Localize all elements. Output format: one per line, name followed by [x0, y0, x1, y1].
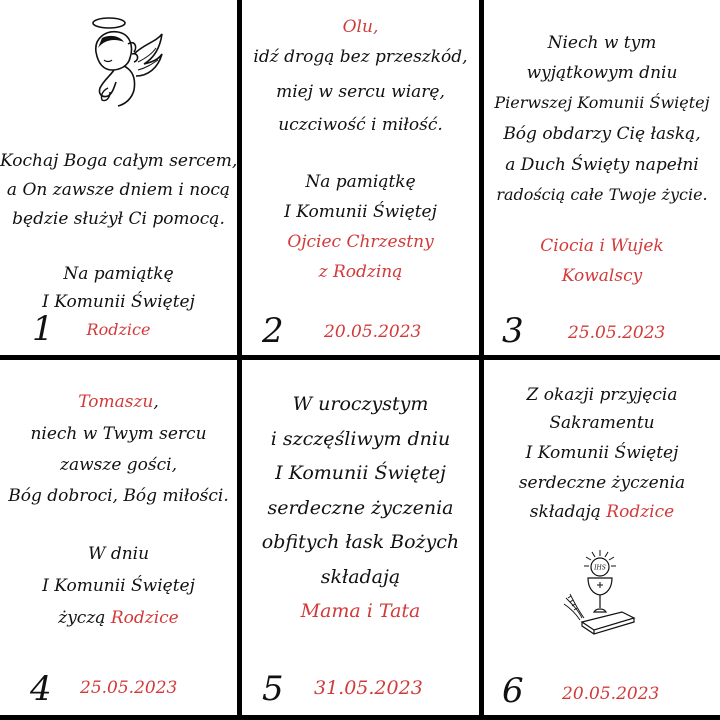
- date: 31.05.2023: [314, 677, 423, 699]
- date: 20.05.2023: [562, 684, 660, 704]
- date: 20.05.2023: [324, 322, 422, 342]
- dedication-line: I Komunii Świętej: [42, 292, 195, 312]
- verse-line: Bóg dobroci, Bóg miłości.: [8, 486, 229, 506]
- verse-line: Z okazji przyjęcia: [526, 385, 678, 405]
- verse-line: W uroczystym: [292, 393, 429, 415]
- date: 25.05.2023: [568, 323, 666, 343]
- verse-line: składają: [320, 566, 401, 588]
- verse-line: [0, 392, 237, 412]
- card-6: [484, 360, 720, 715]
- verse-line: serdeczne życzenia: [518, 473, 686, 493]
- dedication-line: I Komunii Świętej: [284, 202, 437, 222]
- card-number: 5: [262, 669, 284, 709]
- verse-line: i szczęśliwym dniu: [270, 428, 451, 450]
- recipient-name: Tomaszu: [78, 392, 154, 412]
- verse-line: I Komunii Świętej: [525, 443, 679, 463]
- verse-line: a On zawsze dniem i nocą: [6, 180, 231, 200]
- verse-line: [484, 502, 720, 522]
- verse-line: idź drogą bez przeszkód,: [253, 47, 468, 67]
- verse-line: wyjątkowym dniu: [526, 63, 678, 83]
- card-number: 3: [502, 311, 524, 351]
- signature: Rodzice: [86, 320, 151, 339]
- verse-line: Sakramentu: [549, 413, 655, 433]
- card-3: [484, 0, 720, 355]
- card-2: [242, 0, 479, 355]
- signature: Mama i Tata: [300, 600, 421, 622]
- signature: Kowalscy: [561, 266, 643, 286]
- verse-line: Niech w tym: [547, 33, 657, 53]
- card-4: [0, 360, 237, 715]
- verse-line: a Duch Święty napełni: [505, 155, 699, 175]
- verse-line: zawsze gości,: [60, 455, 177, 475]
- card-number: 6: [502, 671, 524, 711]
- angel-icon: [74, 14, 164, 114]
- verse-line: obfitych łask Bożych: [261, 531, 460, 553]
- comma: ,: [153, 392, 159, 412]
- signature: z Rodziną: [318, 262, 403, 282]
- dedication-line: [0, 608, 237, 628]
- signature: Ciocia i Wujek: [540, 236, 664, 256]
- dedication-line: Na pamiątkę: [305, 172, 416, 192]
- card-1: [0, 0, 237, 355]
- verse-line: Kochaj Boga całym sercem,: [0, 151, 237, 171]
- host-label: IHS: [594, 564, 606, 572]
- recipient-name: Olu,: [342, 17, 379, 37]
- verse-line: niech w Twym sercu: [30, 424, 207, 444]
- chalice-icon: [562, 548, 642, 638]
- card-number: 4: [30, 669, 52, 709]
- verse-line: Pierwszej Komunii Świętej: [494, 93, 710, 112]
- card-number: 1: [32, 309, 54, 349]
- card-5: [242, 360, 479, 715]
- verse-line: uczciwość i miłość.: [278, 115, 443, 135]
- verse-line: serdeczne życzenia: [267, 497, 454, 519]
- verse-line: radością całe Twoje życie.: [496, 185, 708, 204]
- signature: Ojciec Chrzestny: [287, 232, 434, 252]
- dedication-line: W dniu: [87, 544, 150, 564]
- dedication-line: Na pamiątkę: [63, 264, 174, 284]
- verse-line: I Komunii Świętej: [275, 462, 446, 484]
- dedication-line: I Komunii Świętej: [42, 576, 195, 596]
- verb: składają: [529, 502, 607, 522]
- verb: życzą: [58, 608, 111, 628]
- date: 25.05.2023: [80, 678, 178, 698]
- signature: Rodzice: [110, 608, 179, 628]
- verse-line: miej w sercu wiarę,: [276, 82, 445, 102]
- verse-line: będzie służył Ci pomocą.: [12, 209, 225, 229]
- verse-line: Bóg obdarzy Cię łaską,: [503, 124, 701, 144]
- card-number: 2: [262, 311, 284, 351]
- signature: Rodzice: [606, 502, 675, 522]
